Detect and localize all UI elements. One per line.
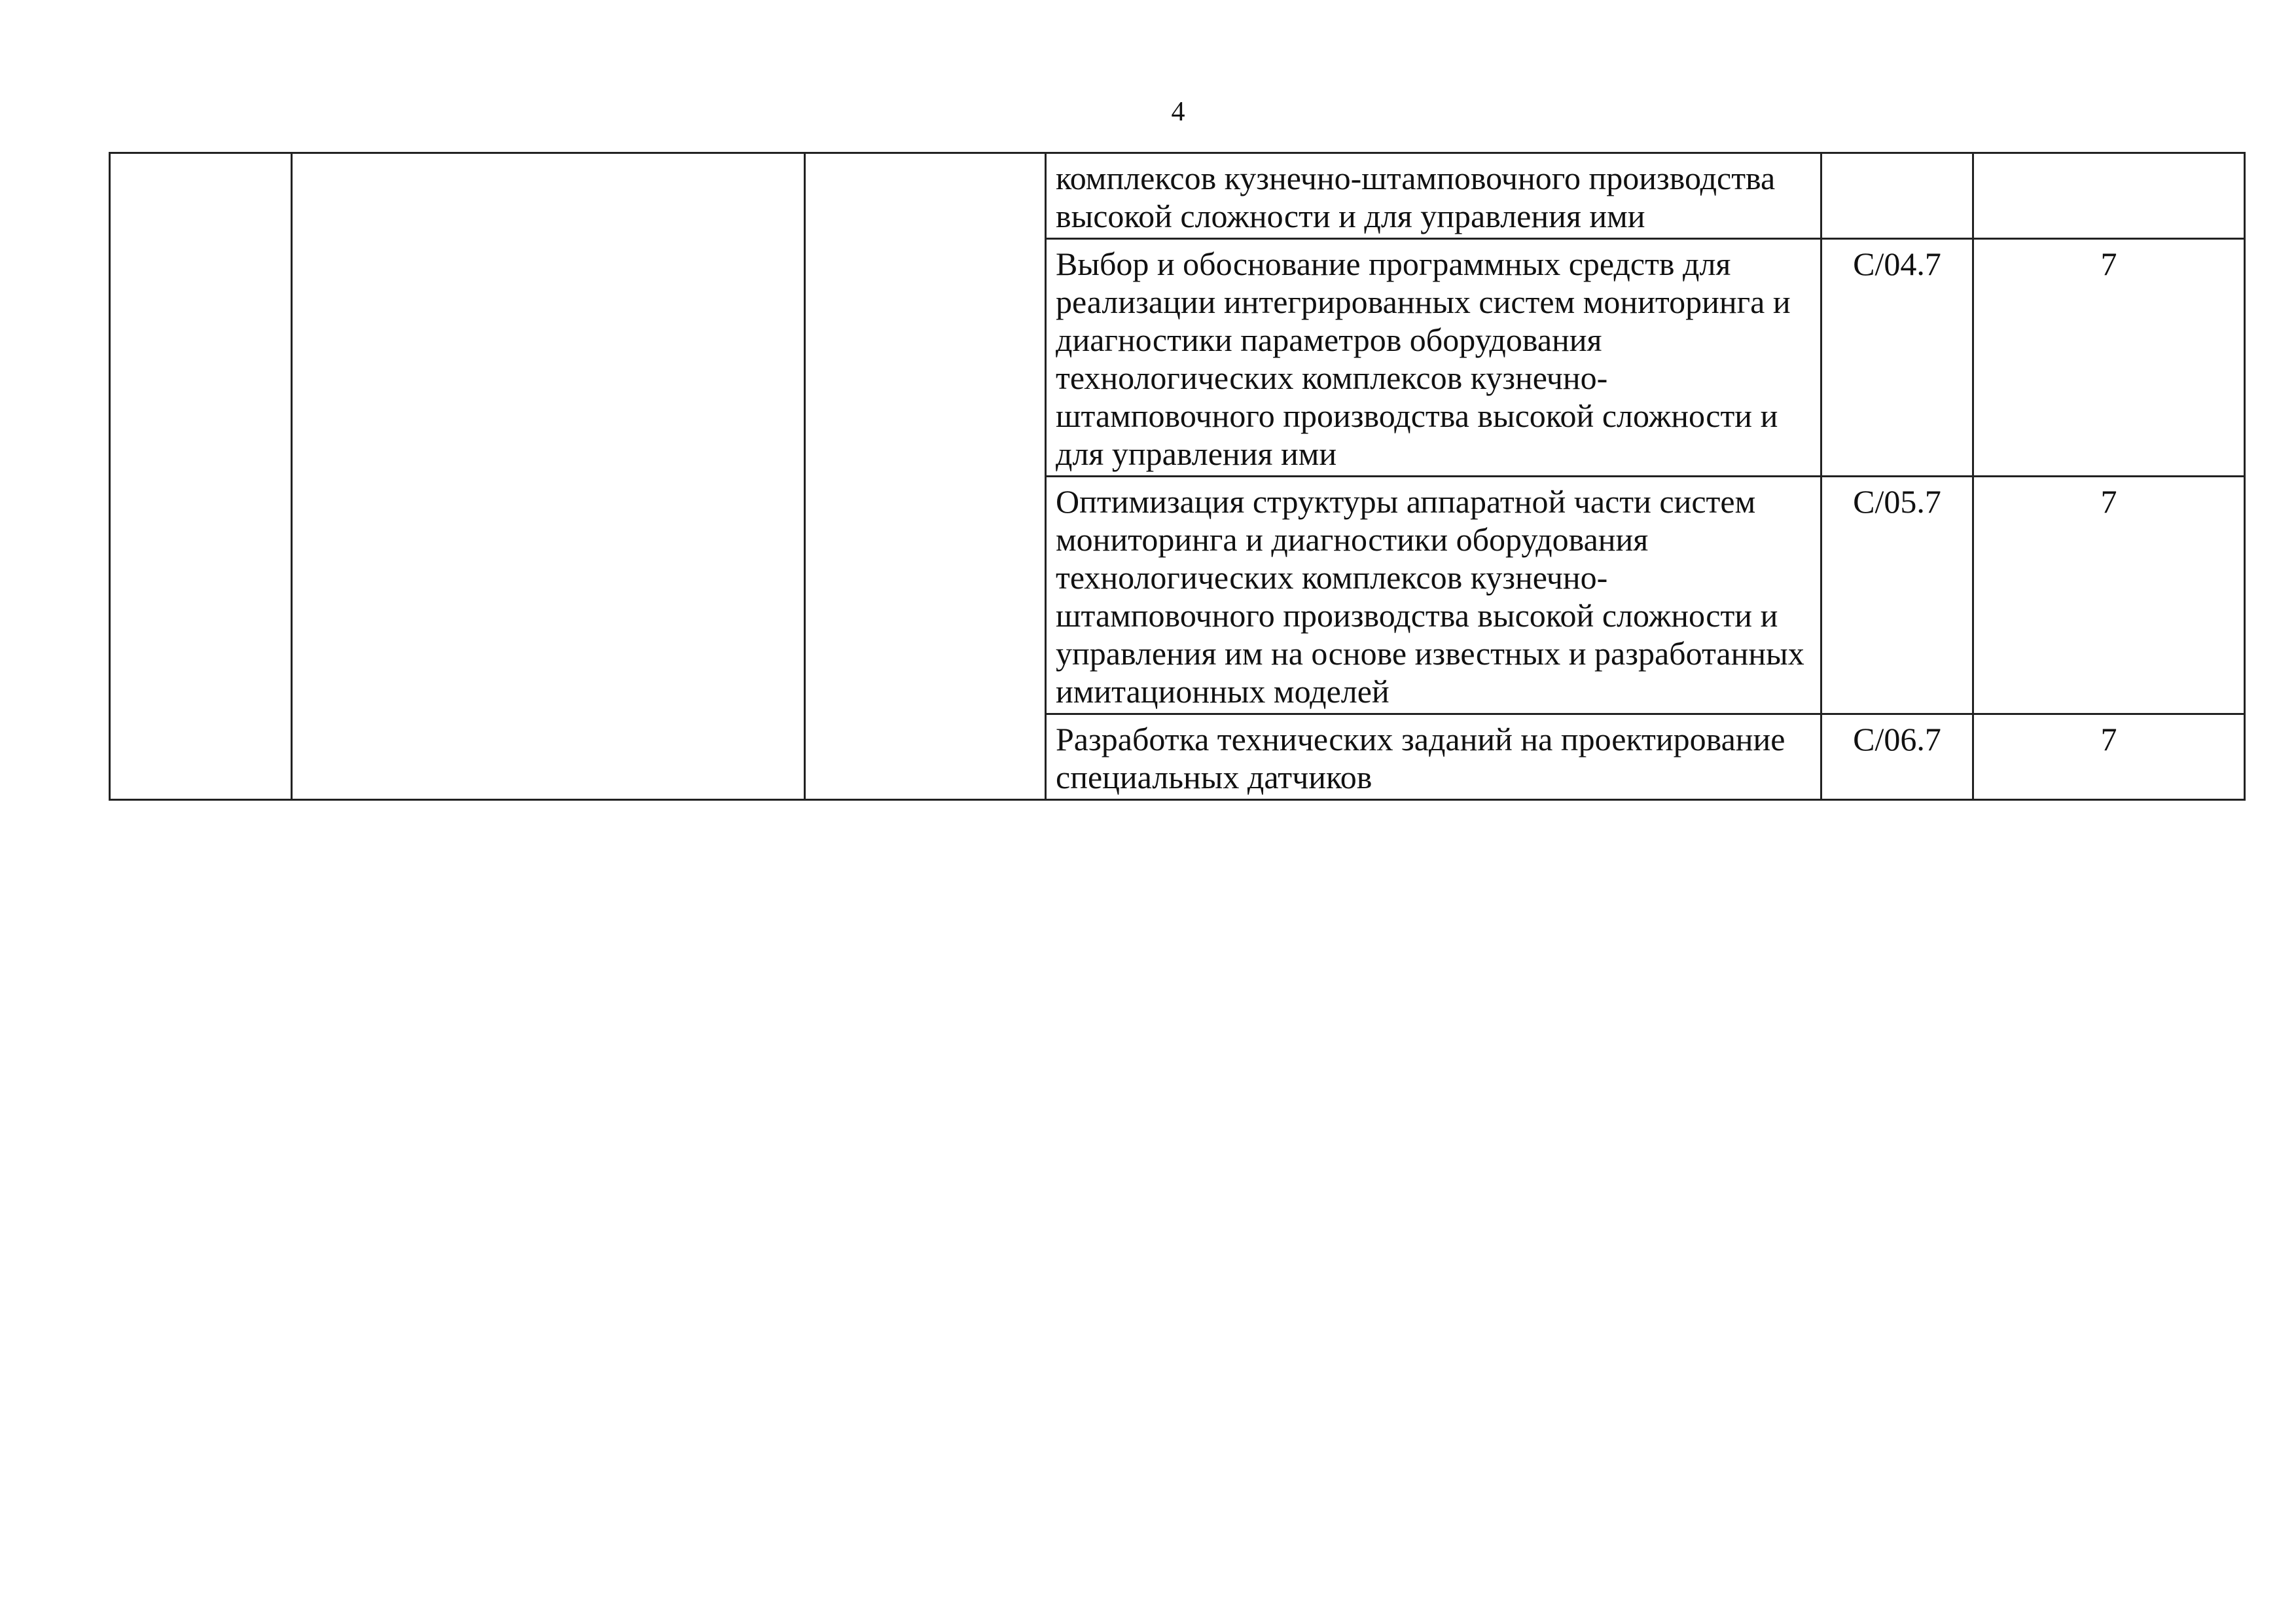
labor-function-level: 7 bbox=[1973, 477, 2245, 714]
generalized-function-name-cell bbox=[292, 153, 805, 800]
generalized-function-code-cell bbox=[110, 153, 292, 800]
table-row bbox=[110, 153, 2245, 239]
qualification-level-cell bbox=[805, 153, 1046, 800]
labor-function-level bbox=[1973, 153, 2245, 239]
labor-function-name: комплексов кузнечно-штамповочного производства высокой сложности и для управления ими bbox=[1046, 153, 1821, 239]
labor-function-name: Оптимизация структуры аппаратной части систем мониторинга и диагностики оборудования технологических комплексов кузнечно-штамповочного производства высокой сложности и управления им на основе известных и разработанных имитационных моделей bbox=[1046, 477, 1821, 714]
labor-function-code: C/06.7 bbox=[1821, 714, 1973, 800]
labor-function-code: C/04.7 bbox=[1821, 239, 1973, 477]
labor-function-name: Разработка технических заданий на проектирование специальных датчиков bbox=[1046, 714, 1821, 800]
page-number: 4 bbox=[1171, 97, 1185, 127]
labor-function-code: C/05.7 bbox=[1821, 477, 1973, 714]
labor-function-name: Выбор и обоснование программных средств для реализации интегрированных систем мониторинга и диагностики параметров оборудования технологических комплексов кузнечно-штамповочного производства высокой сложности и для управления ими bbox=[1046, 239, 1821, 477]
labor-function-level: 7 bbox=[1973, 239, 2245, 477]
labor-function-level: 7 bbox=[1973, 714, 2245, 800]
labor-function-code bbox=[1821, 153, 1973, 239]
labor-functions-table bbox=[109, 152, 2246, 801]
